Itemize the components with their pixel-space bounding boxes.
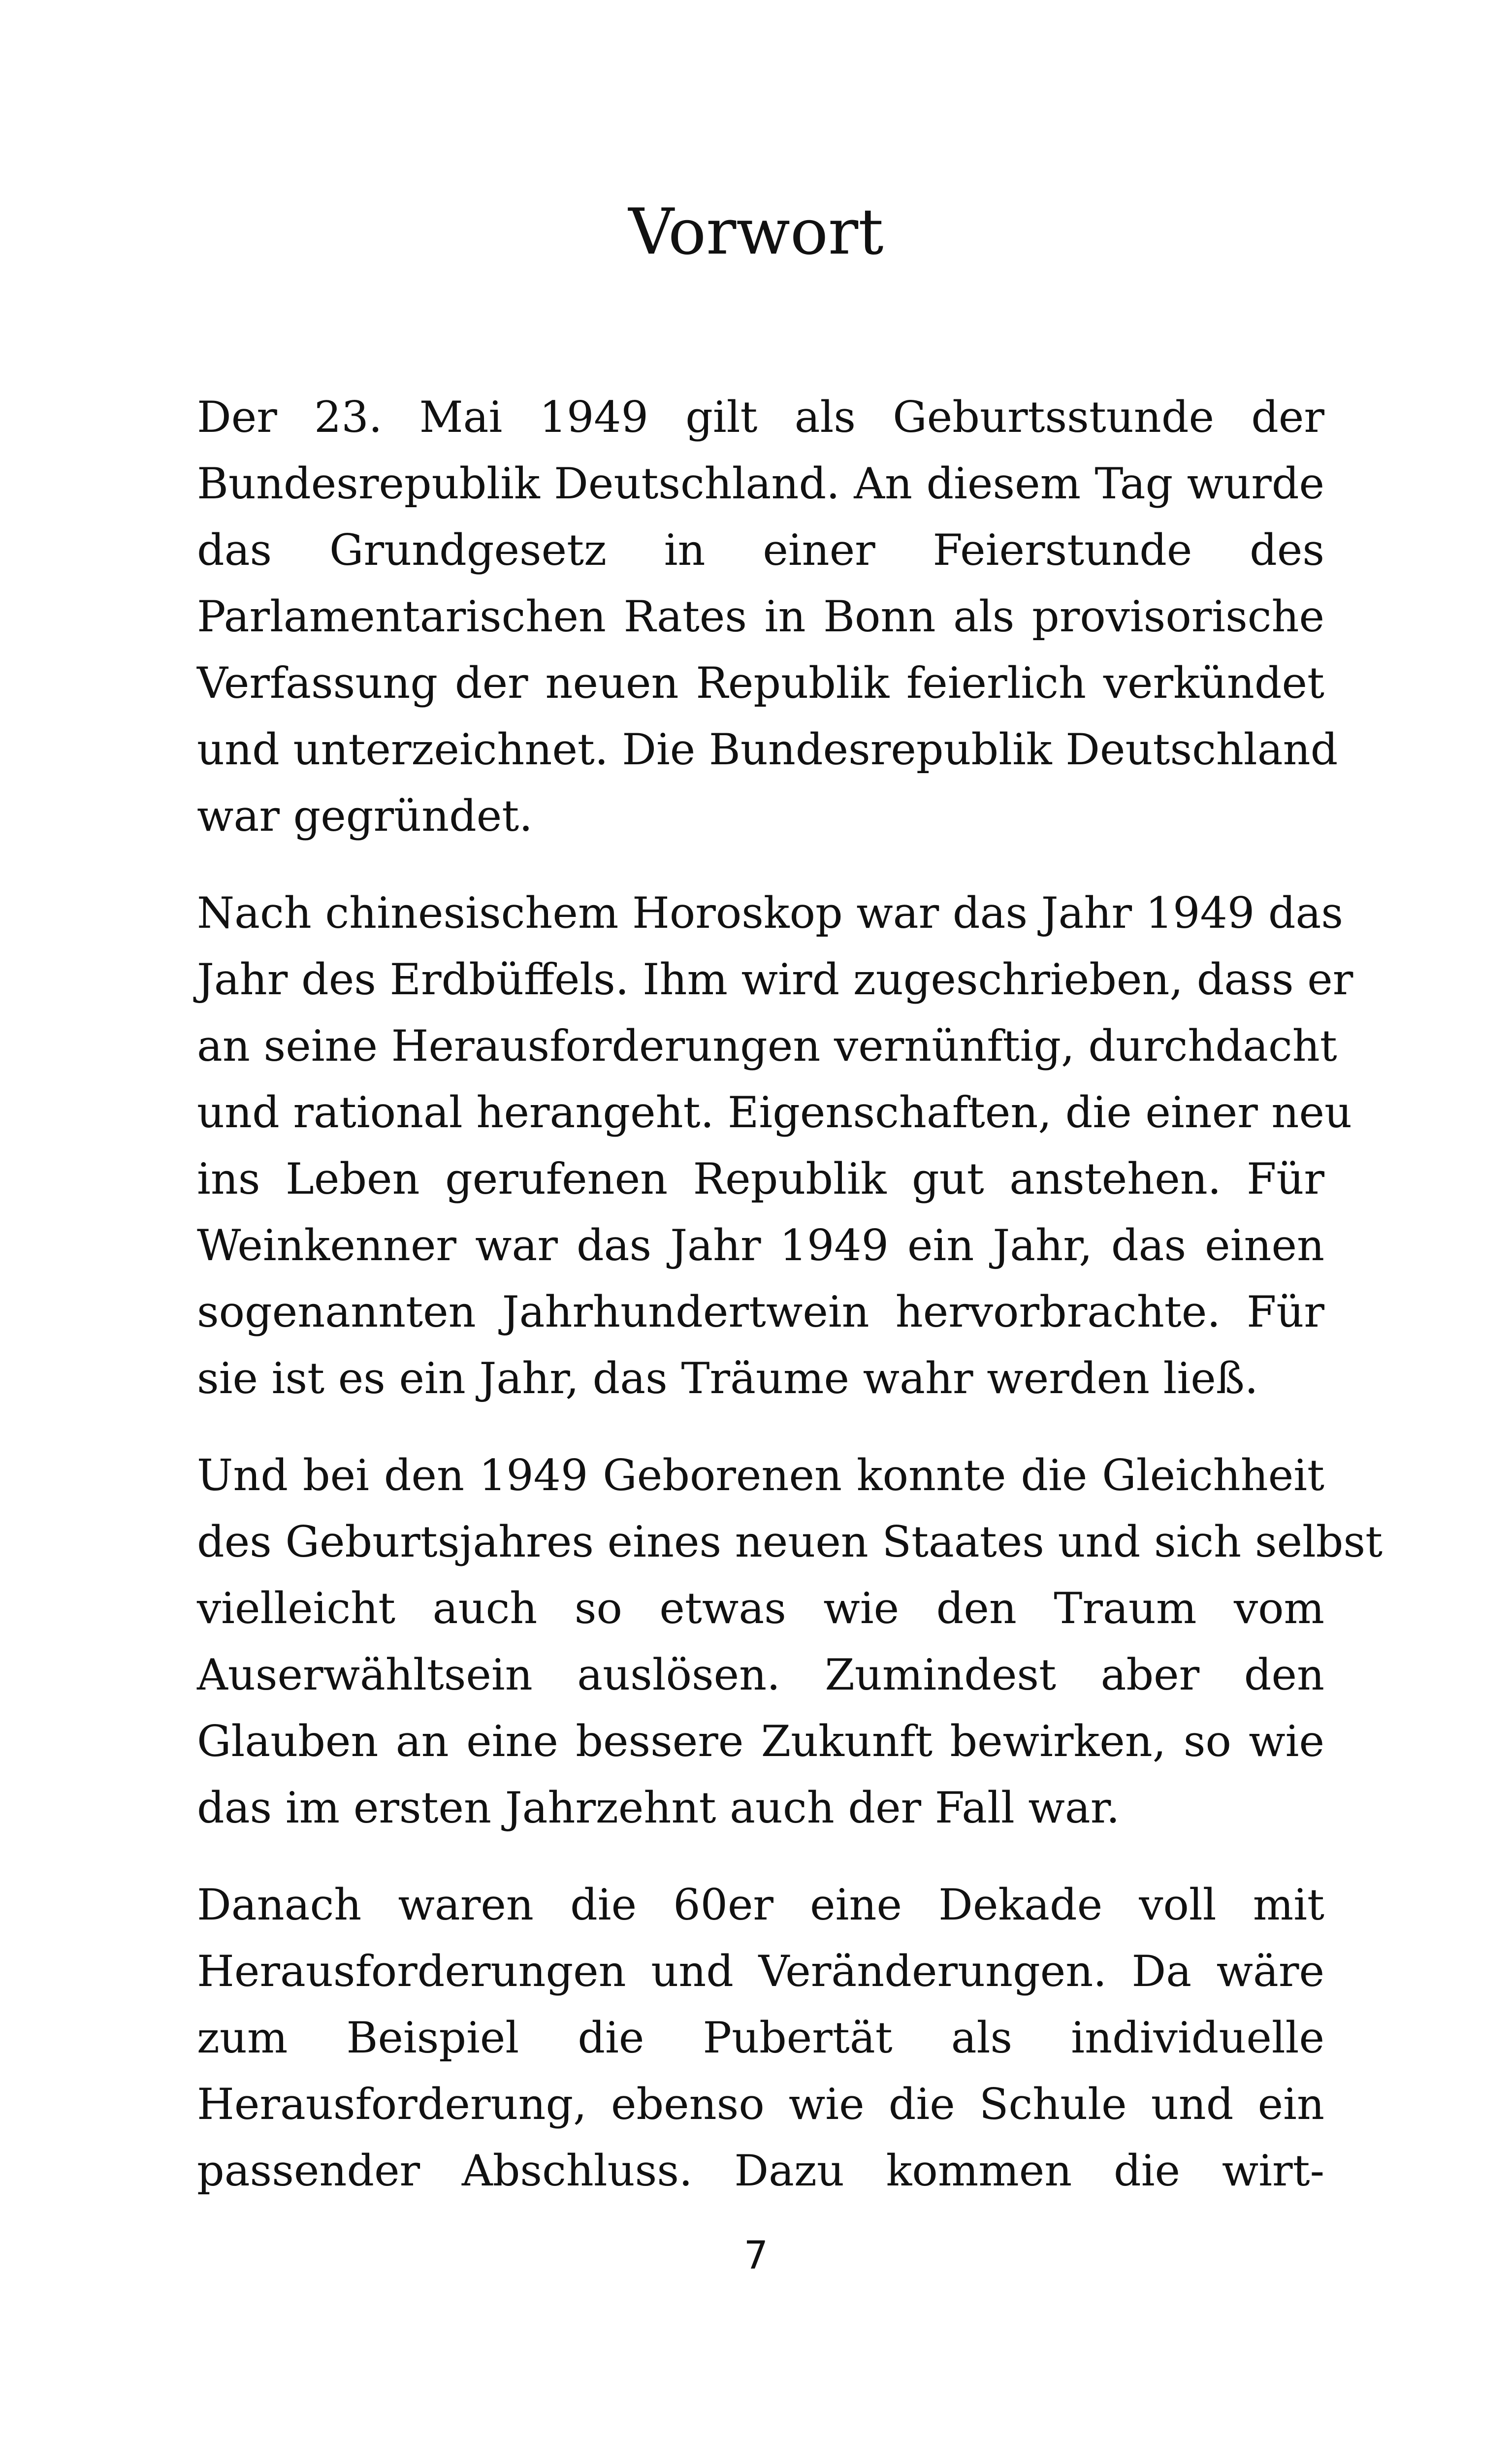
text-line: das Grundgesetz in einer Feierstunde des: [197, 525, 1324, 575]
text-line: Und bei den 1949 Geborenen konnte die Gleichheit: [197, 1450, 1324, 1500]
text-line: und rational herangeht. Eigenschaften, die einer neu: [197, 1087, 1352, 1138]
text-line: vielleicht auch so etwas wie den Traum vom: [197, 1583, 1324, 1633]
paragraph-3: [197, 1442, 1383, 1841]
text-line: passender Abschluss. Dazu kommen die wirt-: [197, 2146, 1324, 2196]
body-text: [197, 384, 1383, 2235]
text-line: Weinkenner war das Jahr 1949 ein Jahr, das einen: [197, 1220, 1324, 1270]
text-line: das im ersten Jahrzehnt auch der Fall war.: [197, 1783, 1120, 1833]
text-line: an seine Herausforderungen vernünftig, durchdacht: [197, 1021, 1337, 1071]
text-line: und unterzeichnet. Die Bundesrepublik Deutschland: [197, 724, 1338, 775]
page-number: 7: [743, 2234, 769, 2278]
chapter-title: Vorwort: [628, 195, 884, 269]
text-line: Glauben an eine bessere Zukunft bewirken, so wie: [197, 1716, 1324, 1766]
text-line: Verfassung der neuen Republik feierlich verkündet: [197, 658, 1324, 708]
text-line: Herausforderung, ebenso wie die Schule und ein: [197, 2079, 1324, 2129]
paragraph-1: [197, 384, 1338, 849]
text-line: Bundesrepublik Deutschland. An diesem Tag wurde: [197, 458, 1324, 509]
paragraph-2: [197, 880, 1353, 1412]
text-line: ins Leben gerufenen Republik gut anstehen. Für: [197, 1154, 1324, 1204]
text-line: sie ist es ein Jahr, das Träume wahr werden ließ.: [197, 1353, 1258, 1403]
text-line: Herausforderungen und Veränderungen. Da wäre: [197, 1946, 1324, 1996]
text-line: war gegründet.: [197, 791, 533, 841]
text-line: Auserwähltsein auslösen. Zumindest aber den: [197, 1650, 1324, 1700]
text-line: des Geburtsjahres eines neuen Staates und sich selbst: [197, 1517, 1383, 1567]
text-line: Nach chinesischem Horoskop war das Jahr 1949 das: [197, 888, 1344, 938]
paragraph-4: [197, 1872, 1324, 2204]
text-line: zum Beispiel die Pubertät als individuelle: [197, 2013, 1324, 2063]
text-line: Parlamentarischen Rates in Bonn als provisorische: [197, 591, 1324, 642]
text-line: Danach waren die 60er eine Dekade voll mit: [197, 1880, 1324, 1930]
text-line: Jahr des Erdbüffels. Ihm wird zugeschrieben, dass er: [197, 954, 1353, 1005]
text-line: sogenannten Jahrhundertwein hervorbrachte. Für: [197, 1287, 1324, 1337]
text-line: Der 23. Mai 1949 gilt als Geburtsstunde der: [197, 392, 1324, 442]
